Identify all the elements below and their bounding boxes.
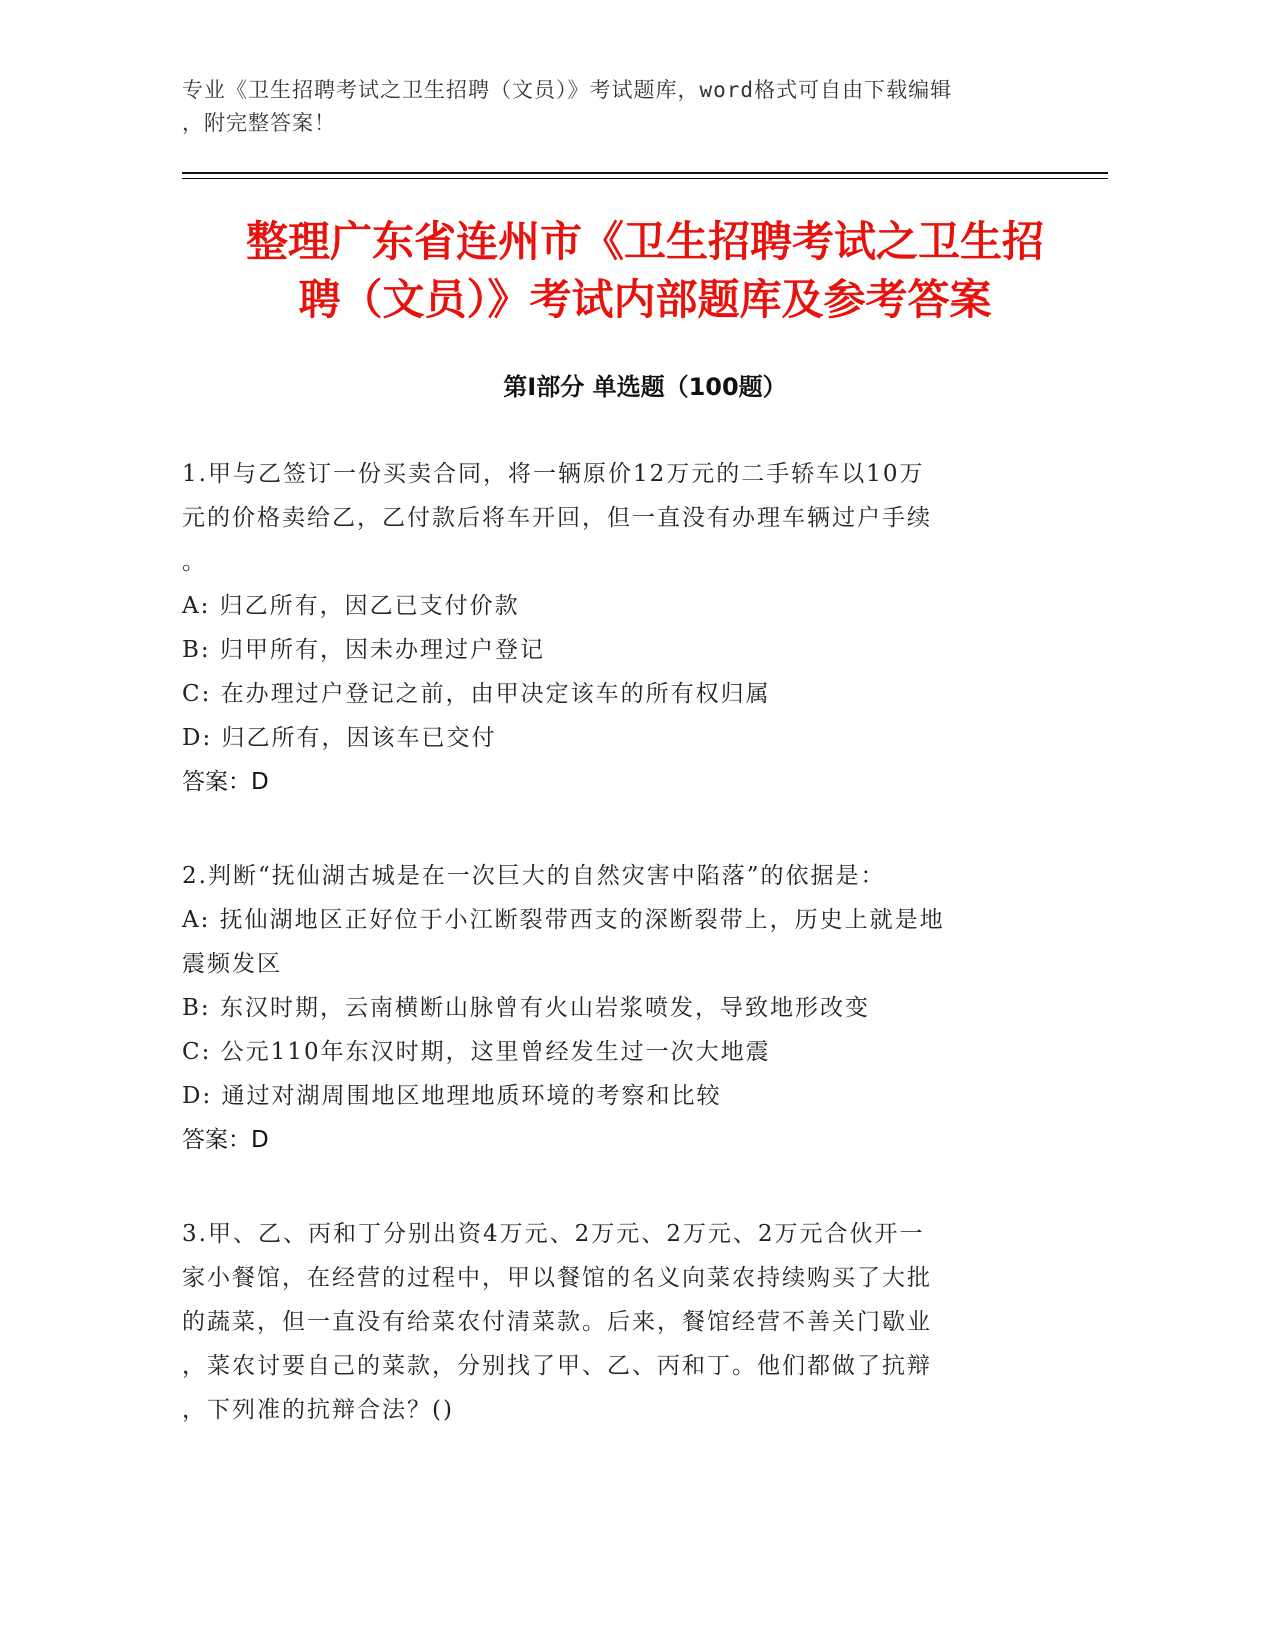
option-text: 震频发区 xyxy=(182,951,282,977)
option-text: 东汉时期，云南横断山脉曾有火山岩浆喷发，导致地形改变 xyxy=(219,995,870,1021)
option-label: D: xyxy=(182,1083,213,1109)
header-divider-thin xyxy=(182,178,1108,179)
document-title-line-2: 聘（文员）》考试内部题库及参考答案 xyxy=(298,275,992,324)
section-title: 第Ⅰ部分 单选题（100题） xyxy=(503,373,787,401)
option-text: 公元110年东汉时期，这里曾经发生过一次大地震 xyxy=(220,1039,771,1065)
option-c xyxy=(182,1030,1042,1074)
question-text-line: 2.判断“抚仙湖古城是在一次巨大的自然灾害中陷落”的依据是： xyxy=(182,863,886,889)
question-text-line: 的蔬菜，但一直没有给菜农付清菜款。后来，餐馆经营不善关门歇业 xyxy=(182,1309,932,1335)
document-title-line-1: 整理广东省连州市《卫生招聘考试之卫生招 xyxy=(245,217,1044,266)
question-text-line: 家小餐馆，在经营的过程中，甲以餐馆的名义向菜农持续购买了大批 xyxy=(182,1265,932,1291)
option-text: 归乙所有，因乙已支付价款 xyxy=(219,593,520,619)
option-text: 抚仙湖地区正好位于小江断裂带西支的深断裂带上，历史上就是地 xyxy=(219,907,945,933)
option-label: A: xyxy=(182,907,211,933)
option-a xyxy=(182,584,1042,628)
document-title xyxy=(182,213,1108,329)
question-3 xyxy=(182,1212,1042,1432)
option-label: C: xyxy=(182,681,212,707)
option-label: B: xyxy=(182,637,211,663)
header-note xyxy=(182,74,1062,140)
option-label: C: xyxy=(182,1039,212,1065)
question-text-line: 。 xyxy=(182,549,207,575)
option-text: 在办理过户登记之前，由甲决定该车的所有权归属 xyxy=(220,681,771,707)
option-text: 通过对湖周围地区地理地质环境的考察和比较 xyxy=(221,1083,722,1109)
answer-line: 答案：D xyxy=(182,769,269,795)
question-text-line: ，下列准的抗辩合法？() xyxy=(182,1397,454,1423)
question-text-line: ，菜农讨要自己的菜款，分别找了甲、乙、丙和丁。他们都做了抗辩 xyxy=(182,1353,932,1379)
option-b xyxy=(182,986,1042,1030)
option-c xyxy=(182,672,1042,716)
question-2 xyxy=(182,854,1042,1162)
header-note-line-2: ，附完整答案！ xyxy=(182,111,336,135)
question-text-line: 1.甲与乙签订一份买卖合同，将一辆原价12万元的二手轿车以10万 xyxy=(182,461,925,487)
option-b xyxy=(182,628,1042,672)
question-text-line: 3.甲、乙、丙和丁分别出资4万元、2万元、2万元、2万元合伙开一 xyxy=(182,1221,925,1247)
option-label: D: xyxy=(182,725,213,751)
option-label: A: xyxy=(182,593,211,619)
question-list xyxy=(182,452,1042,1482)
question-text-line: 元的价格卖给乙，乙付款后将车开回，但一直没有办理车辆过户手续 xyxy=(182,505,932,531)
header-divider-thick xyxy=(182,172,1108,174)
header-note-line-1: 专业《卫生招聘考试之卫生招聘（文员）》考试题库，word格式可自由下载编辑 xyxy=(182,78,953,102)
option-d xyxy=(182,716,1042,760)
question-1 xyxy=(182,452,1042,804)
option-a-continued xyxy=(182,942,1042,986)
option-text: 归乙所有，因该车已交付 xyxy=(221,725,497,751)
option-d xyxy=(182,1074,1042,1118)
answer-line: 答案：D xyxy=(182,1127,269,1153)
option-label: B: xyxy=(182,995,211,1021)
option-text: 归甲所有，因未办理过户登记 xyxy=(219,637,545,663)
option-a xyxy=(182,898,1042,942)
